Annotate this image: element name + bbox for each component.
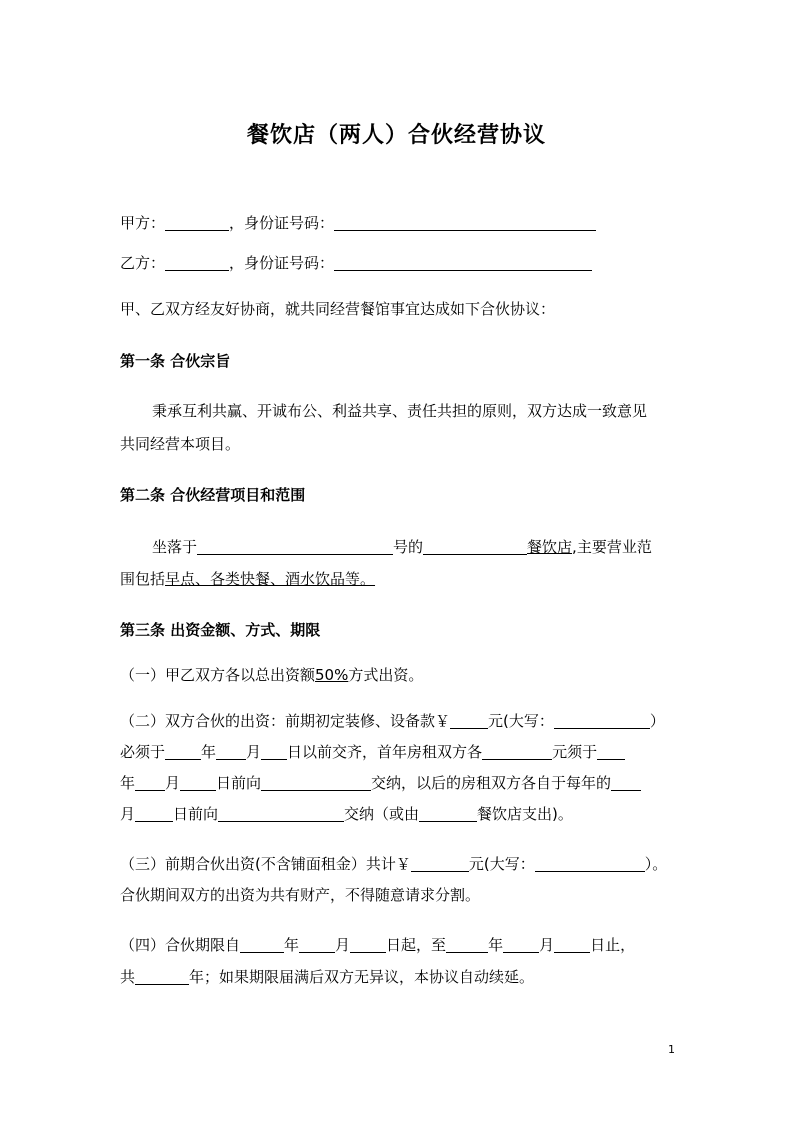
text-segment: 年 (120, 774, 136, 792)
text-segment: 年 (284, 936, 300, 954)
payee-blank (218, 805, 344, 822)
amount-blank (450, 712, 488, 729)
article-3-clause-3-line-1 (120, 854, 667, 874)
rent-amount-blank (482, 743, 552, 760)
day-blank (554, 936, 590, 953)
text-segment: 号的 (393, 538, 424, 556)
amount-words-blank (535, 855, 645, 872)
month-blank (135, 774, 165, 791)
article-2-heading: 第二条 合伙经营项目和范围 (120, 486, 306, 504)
text-segment: 围包括 (120, 570, 166, 588)
day-blank (350, 936, 386, 953)
amount-blank (411, 855, 469, 872)
text-segment: （三）前期合伙出资(不含铺面租金）共计￥ (120, 855, 411, 873)
day-blank (261, 743, 287, 760)
party-b-label: 乙方： (120, 254, 166, 272)
party-a-name-blank (165, 214, 229, 231)
text-segment: 日以前交齐，首年房租双方各 (287, 743, 483, 761)
page-number: 1 (668, 1043, 675, 1056)
text-segment: 月 (120, 805, 136, 823)
text-segment: 年；如果期限届满后双方无异议，本协议自动续延。 (189, 968, 535, 986)
intro-text: 甲、乙双方经友好协商，就共同经营餐馆事宜达成如下合伙协议： (120, 300, 556, 318)
text-segment: 餐饮店支出)。 (477, 805, 573, 823)
text-segment: 月 (335, 936, 351, 954)
day-blank (180, 774, 216, 791)
text-segment: （四）合伙期限自 (120, 936, 241, 954)
text-segment: 日前向 (173, 805, 219, 823)
text-segment: 元须于 (552, 743, 598, 761)
article-3-clause-2-line-4 (120, 804, 573, 824)
text-segment: 方式出资。 (348, 666, 424, 684)
month-blank (216, 743, 246, 760)
document-title: 餐饮店（两人）合伙经营协议 (246, 123, 546, 148)
text-segment: 必须于 (120, 743, 166, 761)
year-blank (597, 743, 625, 760)
text-segment: 年 (201, 743, 217, 761)
article-3-clause-2-line-1 (120, 711, 665, 731)
text-segment: 共 (120, 968, 136, 986)
article-3-clause-1 (120, 665, 423, 685)
article-3-clause-3-line-2: 合伙期间双方的出资为共有财产，不得随意请求分割。 (120, 886, 481, 904)
text-segment: （二）双方合伙的出资：前期初定装修、设备款￥ (120, 712, 451, 730)
text-segment: ）。 (644, 855, 668, 873)
article-1-line-1: 秉承互利共赢、开诚布公、利益共享、责任共担的原则，双方达成一致意见 (152, 402, 648, 420)
business-scope-text: 早点、各类快餐、酒水饮品等。 (165, 570, 376, 588)
amount-words-blank (554, 712, 650, 729)
text-segment: 元(大写： (468, 855, 535, 873)
party-a-label: 甲方： (120, 214, 166, 232)
text-segment: ） (649, 712, 665, 730)
party-b-id-blank (334, 254, 592, 271)
shop-type-text: 餐饮店 (527, 538, 573, 556)
article-3-heading: 第三条 出资金额、方式、期限 (120, 621, 321, 639)
text-segment: ,主要营业范 (572, 538, 652, 556)
term-years-blank (135, 968, 189, 985)
party-a-id-label: ，身份证号码： (229, 214, 335, 232)
party-b-id-label: ，身份证号码： (229, 254, 335, 272)
article-3-clause-2-line-2 (120, 742, 625, 762)
text-segment: （一）甲乙双方各以总出资额 (120, 666, 316, 684)
shop-name-blank (419, 805, 477, 822)
article-3-clause-2-line-3 (120, 773, 641, 793)
article-1-line-2: 共同经营本项目。 (120, 435, 241, 453)
article-2-line-2 (120, 569, 375, 589)
party-a-id-blank (334, 214, 596, 231)
payee-blank (261, 774, 371, 791)
month-blank (299, 936, 335, 953)
text-segment: 月 (539, 936, 555, 954)
party-a-line (120, 213, 596, 233)
article-2-line-1 (152, 537, 652, 557)
article-3-clause-4-line-2 (120, 967, 534, 987)
text-segment: 坐落于 (152, 538, 198, 556)
article-1-heading: 第一条 合伙宗旨 (120, 352, 231, 370)
text-segment: 月 (165, 774, 181, 792)
text-segment: 交纳，以后的房租双方各自于每年的 (371, 774, 612, 792)
day-blank (135, 805, 173, 822)
share-percent: 50% (315, 666, 349, 684)
text-segment: 元(大写： (488, 712, 554, 730)
shop-name-blank (423, 538, 527, 555)
text-segment: 日止， (590, 936, 636, 954)
year-blank (446, 936, 488, 953)
month-blank (611, 774, 641, 791)
month-blank (503, 936, 539, 953)
text-segment: 月 (246, 743, 262, 761)
text-segment: 交纳（或由 (344, 805, 420, 823)
text-segment: 日前向 (216, 774, 262, 792)
party-b-name-blank (165, 254, 229, 271)
party-b-line (120, 253, 592, 273)
text-segment: 日起，至 (386, 936, 447, 954)
text-segment: 年 (488, 936, 504, 954)
year-blank (240, 936, 284, 953)
article-3-clause-4-line-1 (120, 935, 635, 955)
address-blank (197, 538, 393, 555)
year-blank (165, 743, 201, 760)
